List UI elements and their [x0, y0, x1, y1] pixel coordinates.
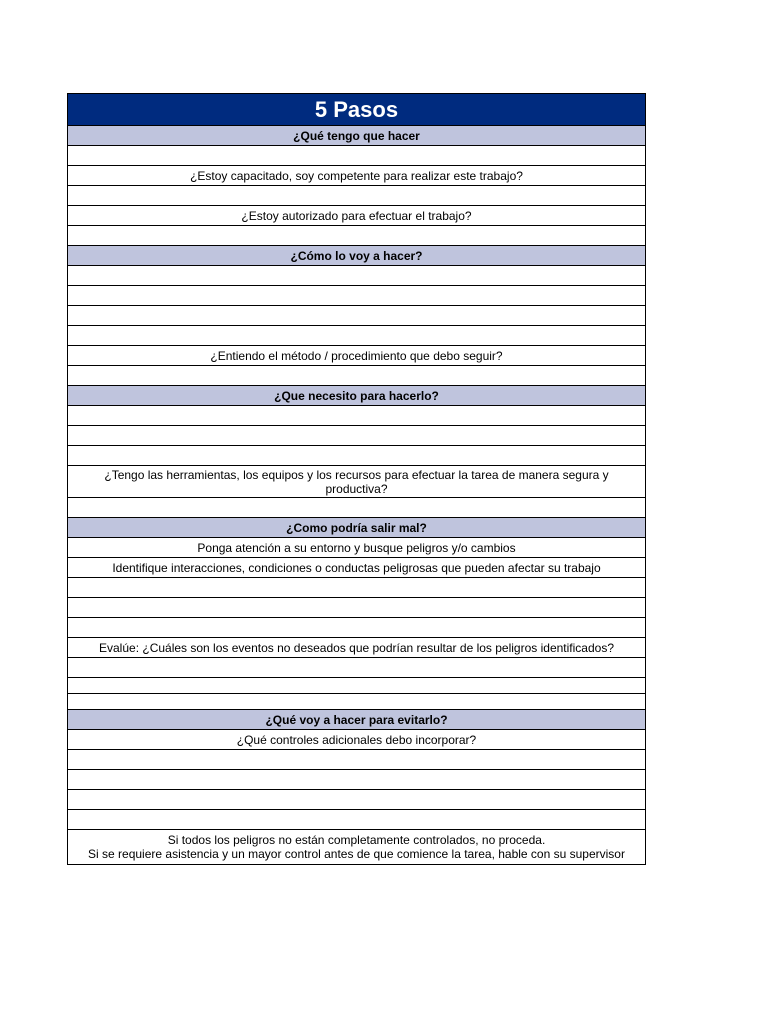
- final-warning: [68, 830, 645, 864]
- instruction-entorno: Ponga atención a su entorno y busque peligros y/o cambios: [68, 538, 645, 558]
- question-capacitado: ¿Estoy capacitado, soy competente para realizar este trabajo?: [68, 166, 645, 186]
- question-controles: ¿Qué controles adicionales debo incorporar?: [68, 730, 645, 750]
- question-evalue: Evalúe: ¿Cuáles son los eventos no deseados que podrían resultar de los peligros identificados?: [68, 638, 645, 658]
- blank-row[interactable]: [68, 770, 645, 790]
- blank-row[interactable]: [68, 426, 645, 446]
- section-header-como-podria-salir-mal: ¿Como podría salir mal?: [68, 518, 645, 538]
- final-warning-line-2: Si se requiere asistencia y un mayor control antes de que comience la tarea, hable con su supervisor: [88, 847, 625, 861]
- section-header-como-lo-voy-a-hacer: ¿Cómo lo voy a hacer?: [68, 246, 645, 266]
- final-warning-line-1: Si todos los peligros no están completamente controlados, no proceda.: [167, 833, 546, 847]
- question-autorizado: ¿Estoy autorizado para efectuar el trabajo?: [68, 206, 645, 226]
- question-herramientas: ¿Tengo las herramientas, los equipos y los recursos para efectuar la tarea de manera segura y productiva?: [68, 466, 645, 498]
- blank-row[interactable]: [68, 146, 645, 166]
- blank-row[interactable]: [68, 658, 645, 678]
- section-header-que-voy-a-hacer: ¿Qué voy a hacer para evitarlo?: [68, 710, 645, 730]
- blank-row[interactable]: [68, 578, 645, 598]
- blank-row[interactable]: [68, 750, 645, 770]
- blank-row[interactable]: [68, 186, 645, 206]
- blank-row[interactable]: [68, 366, 645, 386]
- blank-row[interactable]: [68, 598, 645, 618]
- blank-row[interactable]: [68, 498, 645, 518]
- instruction-interacciones: Identifique interacciones, condiciones o conductas peligrosas que pueden afectar su trabajo: [68, 558, 645, 578]
- question-metodo: ¿Entiendo el método / procedimiento que debo seguir?: [68, 346, 645, 366]
- blank-row[interactable]: [68, 810, 645, 830]
- form-title: 5 Pasos: [68, 94, 645, 126]
- blank-row[interactable]: [68, 678, 645, 694]
- section-header-que-necesito: ¿Que necesito para hacerlo?: [68, 386, 645, 406]
- blank-row[interactable]: [68, 306, 645, 326]
- blank-row[interactable]: [68, 406, 645, 426]
- blank-row[interactable]: [68, 326, 645, 346]
- blank-row[interactable]: [68, 446, 645, 466]
- blank-row[interactable]: [68, 618, 645, 638]
- blank-row[interactable]: [68, 226, 645, 246]
- blank-row[interactable]: [68, 286, 645, 306]
- blank-row[interactable]: [68, 266, 645, 286]
- blank-row[interactable]: [68, 790, 645, 810]
- five-steps-form: [67, 93, 646, 865]
- section-header-que-tengo-que-hacer: ¿Qué tengo que hacer: [68, 126, 645, 146]
- blank-row[interactable]: [68, 694, 645, 710]
